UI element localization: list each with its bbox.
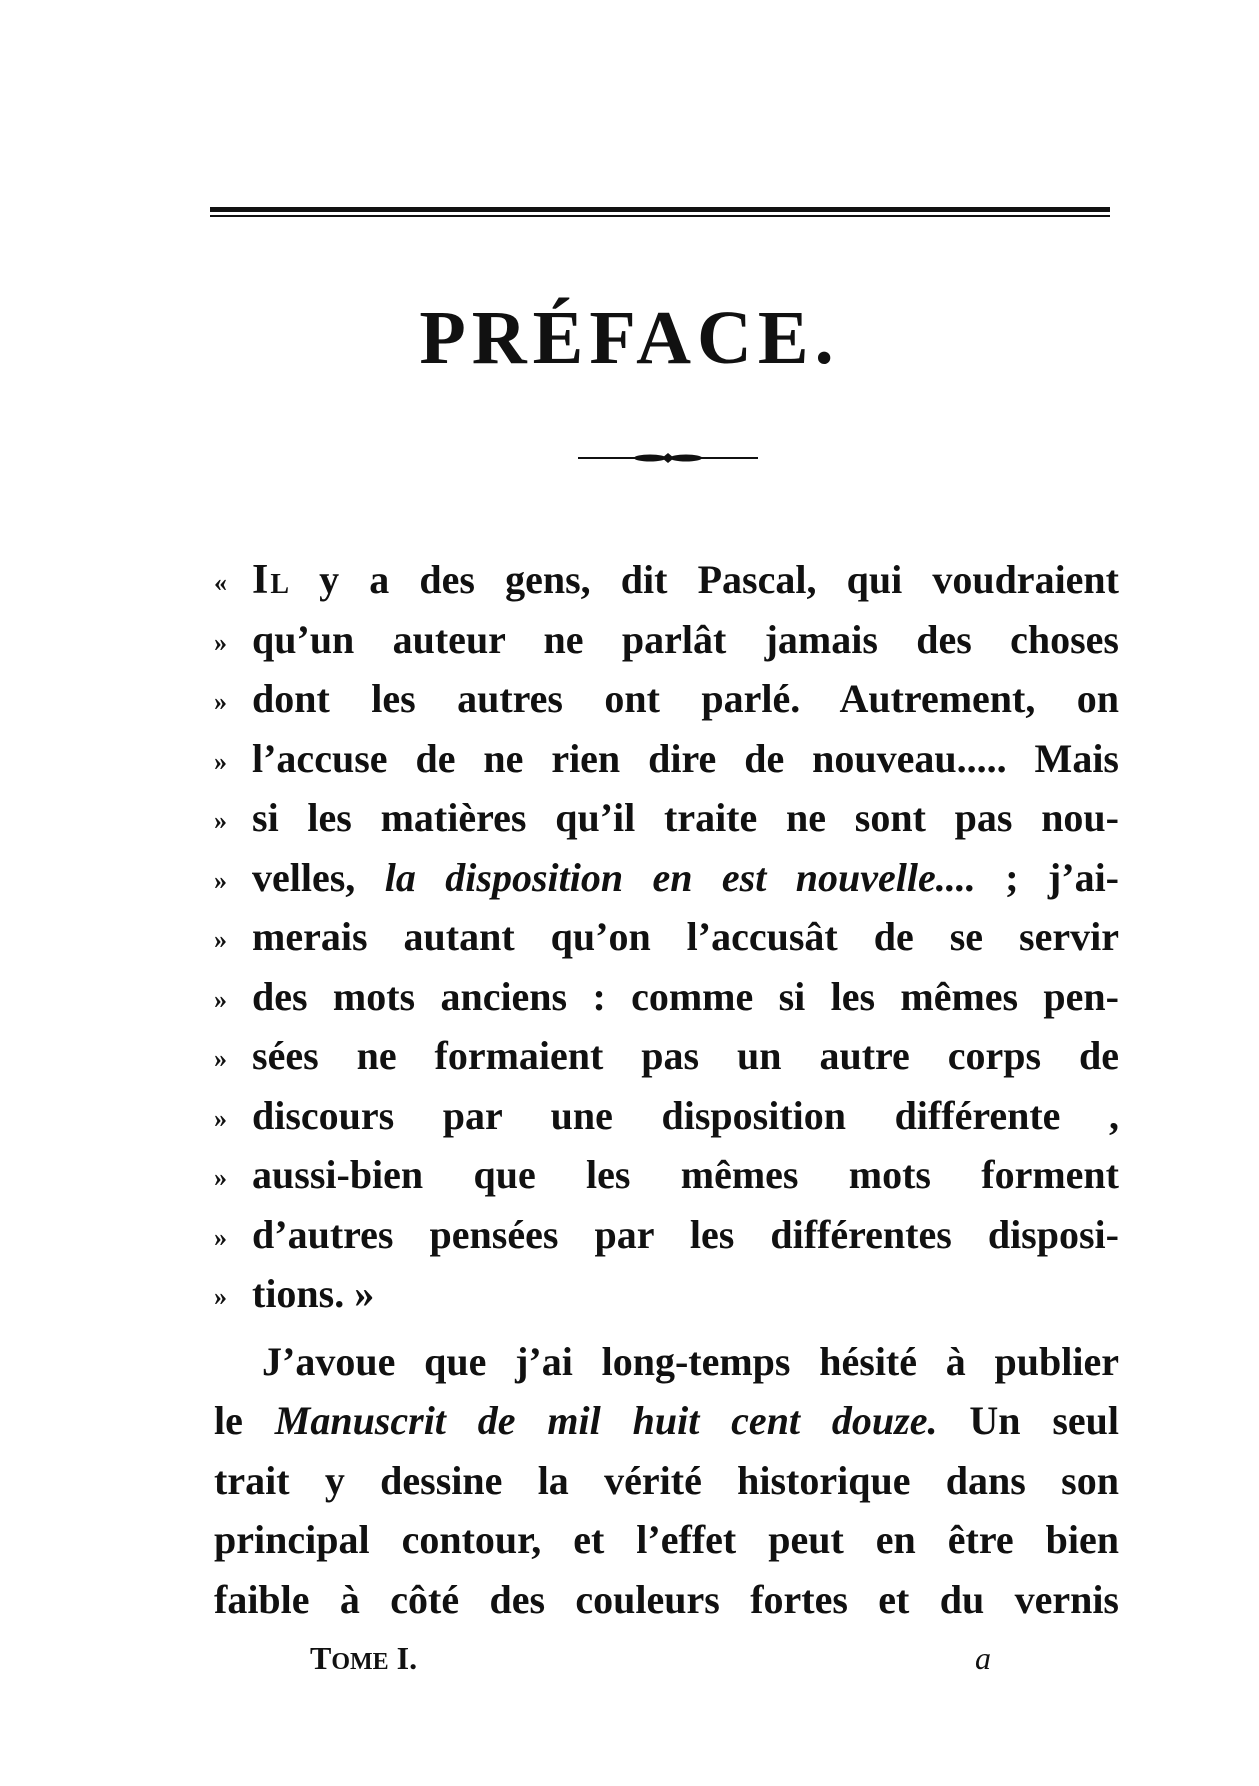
- paragraph-line-3-text: trait y dessine la vérité historique dans son: [214, 1457, 1119, 1503]
- quote-line-1-text: y a des gens, dit Pascal, qui voudraient: [319, 557, 1119, 602]
- quote-line-8-text: des mots anciens : comme si les mêmes pen-: [252, 973, 1119, 1019]
- body-text: [214, 550, 1119, 1629]
- quote-line-11-text: aussi-bien que les mêmes mots forment: [252, 1152, 1119, 1197]
- paragraph-line-4-text: principal contour, et l’effet peut en être bien: [214, 1517, 1119, 1562]
- paragraph-line-1: [214, 1332, 1119, 1392]
- quote-line-10: [214, 1086, 1119, 1146]
- small-capital: L: [270, 569, 290, 600]
- paragraph-line-4: [214, 1510, 1119, 1570]
- quote-line-7-text: merais autant qu’on l’accusât de se servir: [252, 914, 1119, 959]
- quote-line-9-text: sées ne formaient pas un autre corps de: [252, 1033, 1119, 1078]
- quote-line-4-text: l’accuse de ne rien dire de nouveau..... Mais: [252, 735, 1119, 781]
- rule-thin: [210, 215, 1110, 217]
- quote-line-5: [214, 788, 1119, 848]
- tome-rest: OME: [331, 1649, 389, 1675]
- quote-line-13-text: tions. »: [252, 1271, 375, 1316]
- paragraph-line-5: [214, 1570, 1119, 1630]
- paragraph-line-2: [214, 1391, 1119, 1451]
- line-quote-mark: »: [214, 1282, 227, 1311]
- quote-line-4: [214, 729, 1119, 789]
- line-quote-mark: »: [214, 984, 227, 1014]
- quote-line-9: [214, 1026, 1119, 1086]
- paragraph-line-3: [214, 1451, 1119, 1511]
- quote-line-6-pre: velles,: [252, 854, 356, 900]
- line-quote-mark: »: [214, 1222, 227, 1252]
- line-quote-mark: »: [214, 1163, 227, 1192]
- quote-line-6-post: ; j’ai-: [1005, 854, 1119, 900]
- line-quote-mark: »: [214, 627, 227, 657]
- quote-line-11: [214, 1145, 1119, 1205]
- paragraph-line-1-text: J’avoue que j’ai long-temps hésité à publier: [262, 1338, 1119, 1384]
- quote-line-7: [214, 907, 1119, 967]
- line-quote-mark: »: [214, 865, 227, 895]
- manuscript-title-italic: Manuscrit de mil huit cent douze.: [274, 1398, 938, 1443]
- quote-line-13: [214, 1264, 1119, 1324]
- line-quote-mark: »: [214, 1044, 227, 1073]
- page-title: PRÉFACE.: [419, 296, 840, 380]
- quote-line-2: [214, 610, 1119, 670]
- ornament-divider: [578, 452, 758, 464]
- rule-thick: [210, 207, 1110, 212]
- line-quote-mark: »: [214, 687, 227, 716]
- quote-line-3-text: dont les autres ont parlé. Autrement, on: [252, 676, 1119, 721]
- tome-number: I.: [396, 1640, 418, 1676]
- paragraph-line-2-post: Un seul: [969, 1398, 1120, 1443]
- tome-initial: T: [310, 1640, 332, 1676]
- quote-line-6-italic: la disposition en est nouvelle....: [384, 854, 976, 900]
- paragraph-line-5-text: faible à côté des couleurs fortes et du vernis: [214, 1576, 1119, 1622]
- quote-open-mark: «: [214, 568, 227, 597]
- quote-line-10-text: discours par une disposition différente ,: [252, 1092, 1119, 1138]
- line-quote-mark: »: [214, 1103, 227, 1133]
- quote-line-5-text: si les matières qu’il traite ne sont pas nou-: [252, 795, 1119, 840]
- quote-line-8: [214, 967, 1119, 1027]
- footer-volume: [310, 1640, 417, 1677]
- paragraph-line-2-pre: le: [214, 1398, 243, 1443]
- quote-line-12-text: d’autres pensées par les différentes disposi-: [252, 1211, 1119, 1257]
- quote-line-1: [214, 550, 1119, 610]
- quote-line-3: [214, 669, 1119, 729]
- quote-line-12: [214, 1205, 1119, 1265]
- line-quote-mark: »: [214, 746, 227, 776]
- signature-mark: a: [975, 1640, 991, 1676]
- quote-line-2-text: qu’un auteur ne parlât jamais des choses: [252, 616, 1119, 662]
- line-quote-mark: »: [214, 925, 227, 954]
- top-double-rule: [210, 207, 1110, 217]
- line-quote-mark: »: [214, 806, 227, 835]
- drop-capital: I: [252, 557, 271, 603]
- quote-line-6: [214, 848, 1119, 908]
